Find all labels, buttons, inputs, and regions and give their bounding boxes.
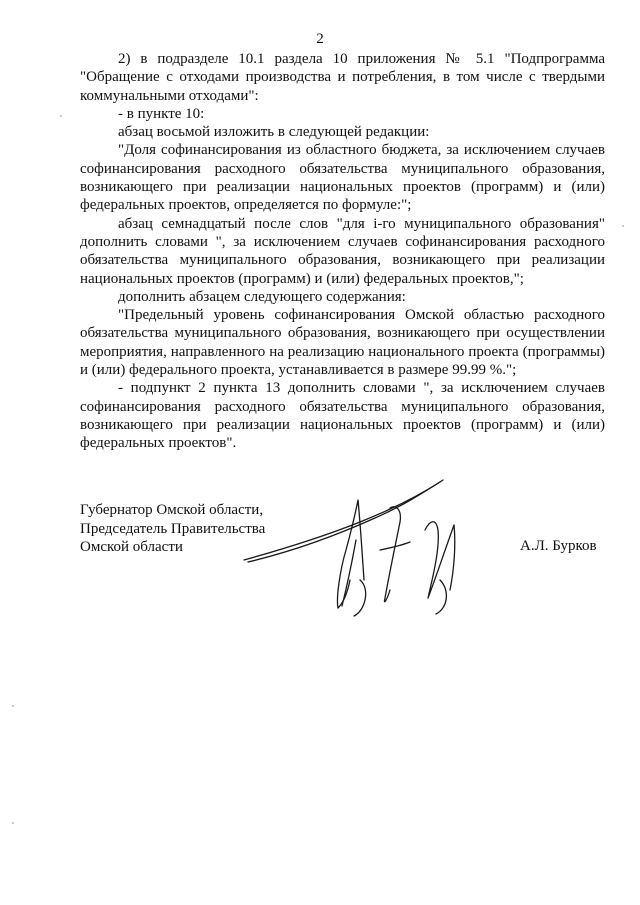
paragraph-eighth-abzac: абзац восьмой изложить в следующей редакции: bbox=[118, 124, 430, 141]
scan-speck bbox=[60, 115, 62, 117]
handwritten-signature bbox=[240, 470, 520, 620]
signatory-title-block bbox=[80, 501, 265, 557]
paragraph-max-cofinancing-level: "Предельный уровень софинансирования Омской областью расходного обязательства муниципального образования, возникающего при осуществлении мероприятия, направленного на реализацию национального проекта (программы) и (или) федерального проекта, устанавливается в размере 99.99 %."; bbox=[80, 307, 605, 379]
page-number: 2 bbox=[316, 31, 324, 47]
scan-speck bbox=[12, 705, 14, 707]
paragraph-seventeenth-abzac: абзац семнадцатый после слов "для i-го муниципального образования" дополнить словами ", за исключением случаев софинансирования расходного обязательства муниципального образования, возникающего при реализации национальных проектов (программ) и (или) федеральных проектов,"; bbox=[80, 215, 605, 287]
paragraph-subitem-2-item-13: - подпункт 2 пункта 13 дополнить словами ", за исключением случаев софинансирования расходного обязательства муниципального образования, возникающего при реализации национальных проектов (программ) и (или) федеральных проектов". bbox=[80, 380, 605, 452]
paragraph-item-10: - в пункте 10: bbox=[118, 105, 205, 122]
signatory-title-line: Губернатор Омской области, bbox=[80, 502, 264, 518]
signer-name: А.Л. Бурков bbox=[520, 538, 597, 554]
paragraph-cofinancing-share: "Доля софинансирования из областного бюджета, за исключением случаев софинансирования расходного обязательства муниципального образования, возникающего при реализации национальных проектов (программ) и (или) федеральных проектов, определяется по формуле:"; bbox=[80, 142, 605, 214]
document-body bbox=[80, 50, 605, 453]
paragraph-subsection-change: 2) в подразделе 10.1 раздела 10 приложения № 5.1 "Подпрограмма "Обращение с отходами производства и потребления, в том числе с твердыми коммунальными отходами": bbox=[80, 51, 605, 104]
signatory-title-line: Председатель Правительства bbox=[80, 520, 266, 537]
paragraph-add-abzac: дополнить абзацем следующего содержания: bbox=[118, 288, 406, 305]
scan-speck bbox=[622, 225, 624, 227]
scan-speck bbox=[12, 822, 14, 824]
signatory-title-line: Омской области bbox=[80, 539, 183, 555]
